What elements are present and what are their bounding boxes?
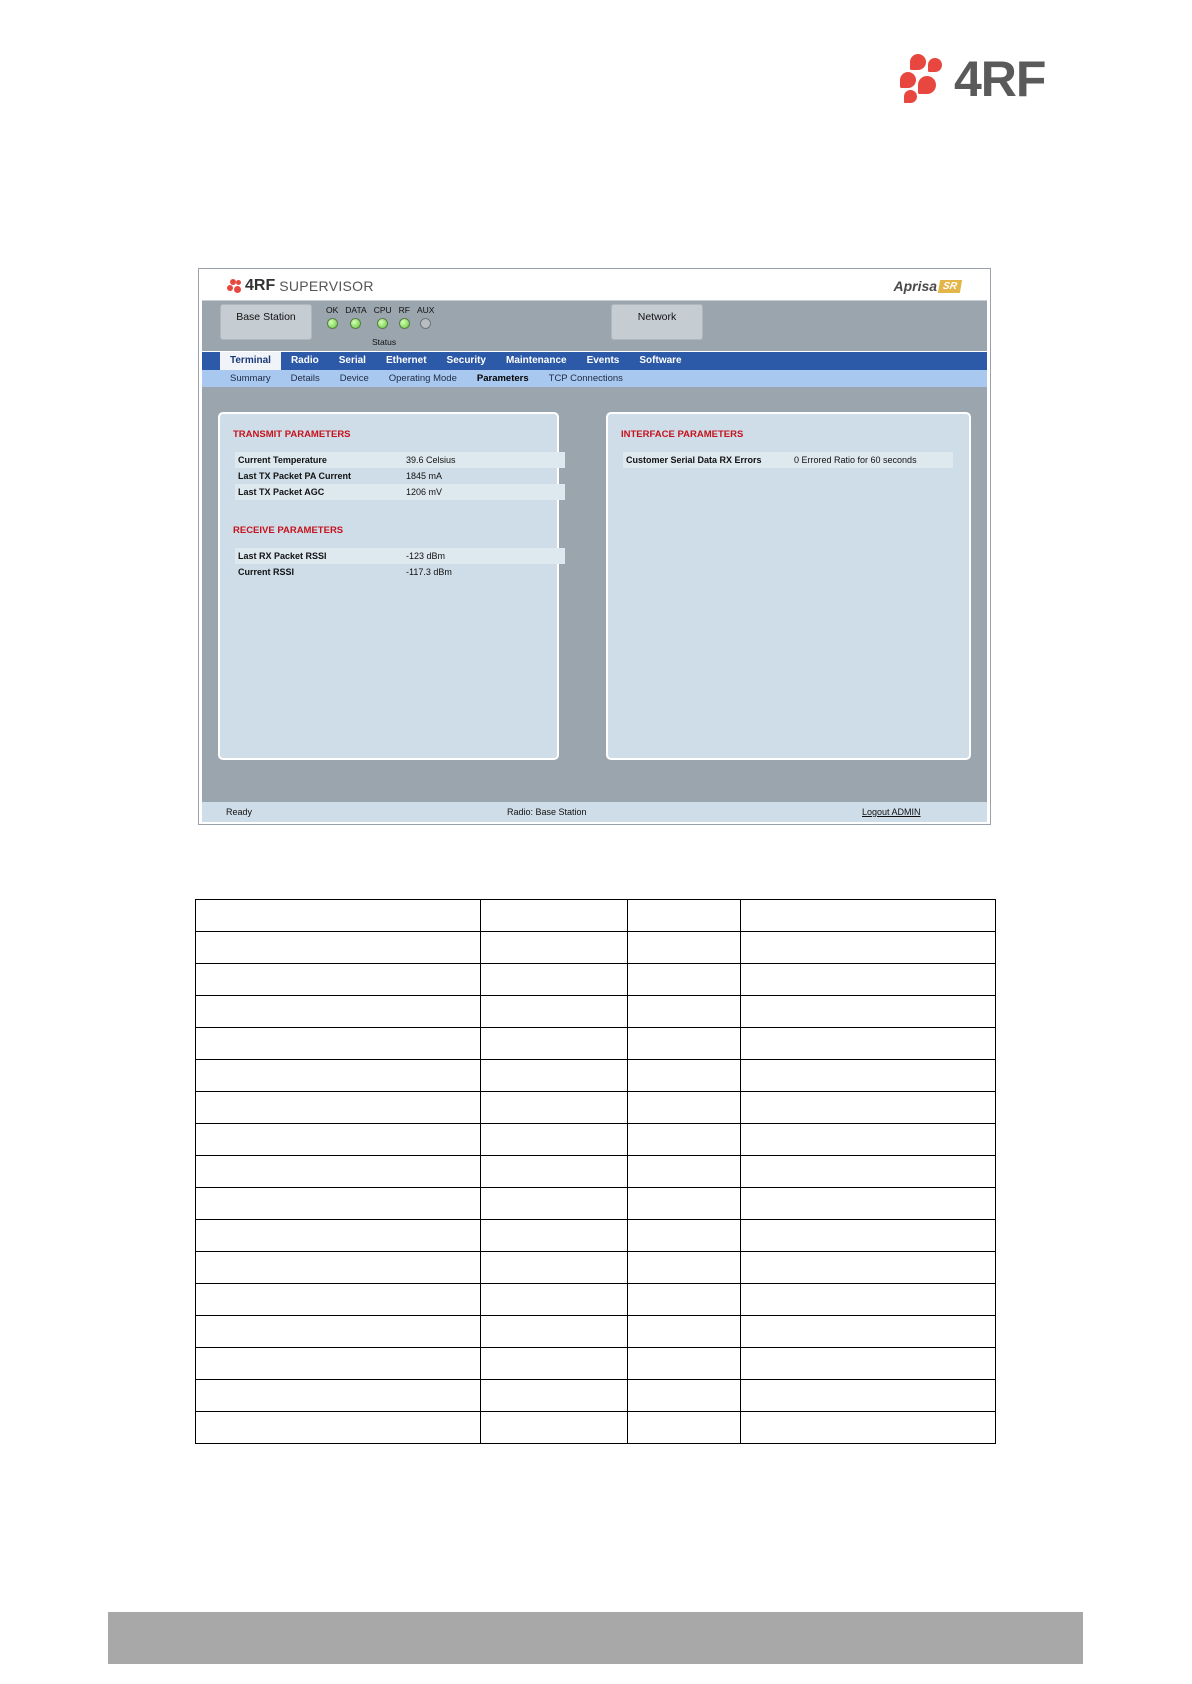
table-row: [196, 1060, 996, 1092]
transmit-receive-panel: [218, 412, 559, 760]
table-cell: [481, 900, 628, 932]
subtab-device[interactable]: Device: [339, 373, 369, 384]
table-cell: [628, 1348, 741, 1380]
table-cell: [628, 1028, 741, 1060]
param-label: Last RX Packet RSSI: [238, 551, 327, 561]
table-cell: [628, 1252, 741, 1284]
table-cell: [628, 1316, 741, 1348]
tab-serial[interactable]: Serial: [338, 355, 366, 366]
tab-software[interactable]: Software: [639, 355, 682, 366]
table-row: [196, 1348, 996, 1380]
led-indicator-icon: [399, 318, 410, 329]
table-cell: [481, 964, 628, 996]
table-cell: [481, 1156, 628, 1188]
table-cell: [481, 1092, 628, 1124]
table-cell: [196, 964, 481, 996]
table-cell: [196, 1284, 481, 1316]
table-cell: [196, 1060, 481, 1092]
led-label: CPU: [373, 305, 392, 315]
supervisor-screenshot: [198, 268, 991, 825]
subtab-tcp-connections[interactable]: TCP Connections: [548, 373, 623, 384]
table-row: [196, 964, 996, 996]
param-value: -117.3 dBm: [406, 567, 452, 577]
table-cell: [196, 1220, 481, 1252]
table-cell: [628, 1380, 741, 1412]
table-cell: [481, 1188, 628, 1220]
table-cell: [196, 1412, 481, 1444]
param-value: 1845 mA: [406, 471, 443, 481]
status-leds-label: Status: [372, 337, 397, 347]
table-cell: [741, 996, 996, 1028]
table-cell: [481, 1252, 628, 1284]
param-value: 1206 mV: [406, 487, 443, 497]
transmit-title: TRANSMIT PARAMETERS: [233, 429, 351, 440]
table-cell: [481, 1028, 628, 1060]
aprisa-badge: SR: [938, 280, 962, 293]
param-label: Customer Serial Data RX Errors: [626, 455, 762, 465]
table-cell: [628, 1412, 741, 1444]
table-cell: [741, 1156, 996, 1188]
table-cell: [481, 1124, 628, 1156]
table-row: [196, 1092, 996, 1124]
receive-row: [235, 548, 565, 564]
table-cell: [196, 1252, 481, 1284]
led-indicator-icon: [420, 318, 431, 329]
subtab-operating-mode[interactable]: Operating Mode: [388, 373, 457, 384]
table-cell: [741, 1220, 996, 1252]
status-leds: [326, 305, 441, 329]
transmit-row: [235, 452, 565, 468]
empty-table: [195, 899, 996, 1444]
led-ok: [326, 305, 338, 329]
receive-row: [235, 564, 565, 580]
led-indicator-icon: [327, 318, 338, 329]
table-row: [196, 932, 996, 964]
led-rf: [399, 305, 410, 329]
transmit-row: [235, 468, 565, 484]
content-area: [202, 387, 987, 802]
param-value: -123 dBm: [406, 551, 446, 561]
table-cell: [196, 1028, 481, 1060]
table-cell: [481, 1060, 628, 1092]
table-row: [196, 900, 996, 932]
table-cell: [741, 964, 996, 996]
table-cell: [741, 1412, 996, 1444]
table-row: [196, 1188, 996, 1220]
param-label: Last TX Packet PA Current: [238, 471, 352, 481]
subtab-parameters[interactable]: Parameters: [476, 373, 529, 384]
table-cell: [481, 1380, 628, 1412]
table-cell: [196, 900, 481, 932]
table-cell: [628, 996, 741, 1028]
network-button[interactable]: Network: [611, 304, 703, 340]
subtab-details[interactable]: Details: [290, 373, 320, 384]
product-name: SUPERVISOR: [279, 278, 374, 294]
table-cell: [741, 1348, 996, 1380]
table-cell: [741, 1124, 996, 1156]
led-label: RF: [398, 305, 410, 315]
status-bar: [202, 301, 987, 351]
table-cell: [481, 1220, 628, 1252]
table-row: [196, 1252, 996, 1284]
table-cell: [481, 1348, 628, 1380]
table-cell: [196, 1156, 481, 1188]
table-cell: [628, 900, 741, 932]
sub-nav: [202, 370, 987, 387]
table-row: [196, 1124, 996, 1156]
interface-title: INTERFACE PARAMETERS: [621, 429, 744, 440]
interface-panel: [606, 412, 971, 760]
table-cell: [481, 1316, 628, 1348]
status-footer: [202, 802, 987, 822]
table-cell: [481, 1412, 628, 1444]
tab-security[interactable]: Security: [446, 355, 486, 366]
table-cell: [196, 1380, 481, 1412]
supervisor-logo: [227, 277, 374, 295]
footer-radio: Radio: Base Station: [507, 807, 587, 817]
led-label: OK: [326, 305, 339, 315]
table-cell: [628, 1124, 741, 1156]
table-row: [196, 1316, 996, 1348]
tab-radio[interactable]: Radio: [290, 355, 319, 366]
led-label: DATA: [345, 305, 367, 315]
table-cell: [628, 1188, 741, 1220]
tab-maintenance[interactable]: Maintenance: [506, 355, 567, 366]
tab-ethernet[interactable]: Ethernet: [385, 355, 427, 366]
receive-title: RECEIVE PARAMETERS: [233, 525, 344, 536]
table-row: [196, 1156, 996, 1188]
table-cell: [481, 1284, 628, 1316]
table-cell: [741, 1028, 996, 1060]
aprisa-logo: [894, 278, 961, 294]
led-cpu: [374, 305, 392, 329]
table-row: [196, 1028, 996, 1060]
table-cell: [741, 1252, 996, 1284]
table-cell: [196, 1092, 481, 1124]
table-cell: [196, 1348, 481, 1380]
led-aux: [417, 305, 434, 329]
led-indicator-icon: [350, 318, 361, 329]
table-row: [196, 1380, 996, 1412]
table-cell: [196, 1188, 481, 1220]
logo-petals-icon: [900, 54, 950, 104]
app-header: [202, 272, 987, 301]
table-cell: [481, 932, 628, 964]
footer-status: Ready: [226, 807, 253, 817]
table-cell: [741, 1380, 996, 1412]
interface-row: [623, 452, 953, 468]
param-label: Current RSSI: [238, 567, 295, 577]
led-data: [345, 305, 366, 329]
table-row: [196, 996, 996, 1028]
table-cell: [741, 1060, 996, 1092]
table-cell: [196, 932, 481, 964]
table-cell: [628, 932, 741, 964]
table-cell: [196, 1316, 481, 1348]
tab-events[interactable]: Events: [586, 355, 620, 366]
table-row: [196, 1220, 996, 1252]
table-cell: [741, 1188, 996, 1220]
table-cell: [628, 1220, 741, 1252]
param-label: Last TX Packet AGC: [238, 487, 325, 497]
led-indicator-icon: [377, 318, 388, 329]
base-station-button[interactable]: Base Station: [220, 304, 312, 340]
table-cell: [628, 1284, 741, 1316]
table-cell: [196, 1124, 481, 1156]
table-cell: [741, 900, 996, 932]
page-logo: [900, 51, 1075, 107]
logo-petals-icon: [227, 279, 242, 294]
table-row: [196, 1284, 996, 1316]
subtab-summary[interactable]: Summary: [230, 373, 271, 384]
led-label: AUX: [417, 305, 435, 315]
param-value: 39.6 Celsius: [406, 455, 456, 465]
table-row: [196, 1412, 996, 1444]
param-label: Current Temperature: [238, 455, 327, 465]
page-footer-bar: [108, 1612, 1083, 1664]
table-cell: [481, 996, 628, 1028]
table-cell: [628, 1060, 741, 1092]
table-cell: [741, 1316, 996, 1348]
table-cell: [741, 1092, 996, 1124]
logout-link[interactable]: Logout ADMIN: [862, 807, 921, 817]
transmit-row: [235, 484, 565, 500]
brand-name: 4RF: [245, 277, 276, 294]
table-cell: [741, 1284, 996, 1316]
table-cell: [628, 1092, 741, 1124]
logo-text: 4RF: [954, 51, 1046, 107]
aprisa-text: Aprisa: [893, 278, 938, 294]
param-value: 0 Errored Ratio for 60 seconds: [794, 455, 917, 465]
table-cell: [741, 932, 996, 964]
table-cell: [628, 1156, 741, 1188]
tab-terminal[interactable]: Terminal: [220, 352, 281, 370]
main-nav: [202, 352, 987, 370]
table-cell: [628, 964, 741, 996]
table-cell: [196, 996, 481, 1028]
